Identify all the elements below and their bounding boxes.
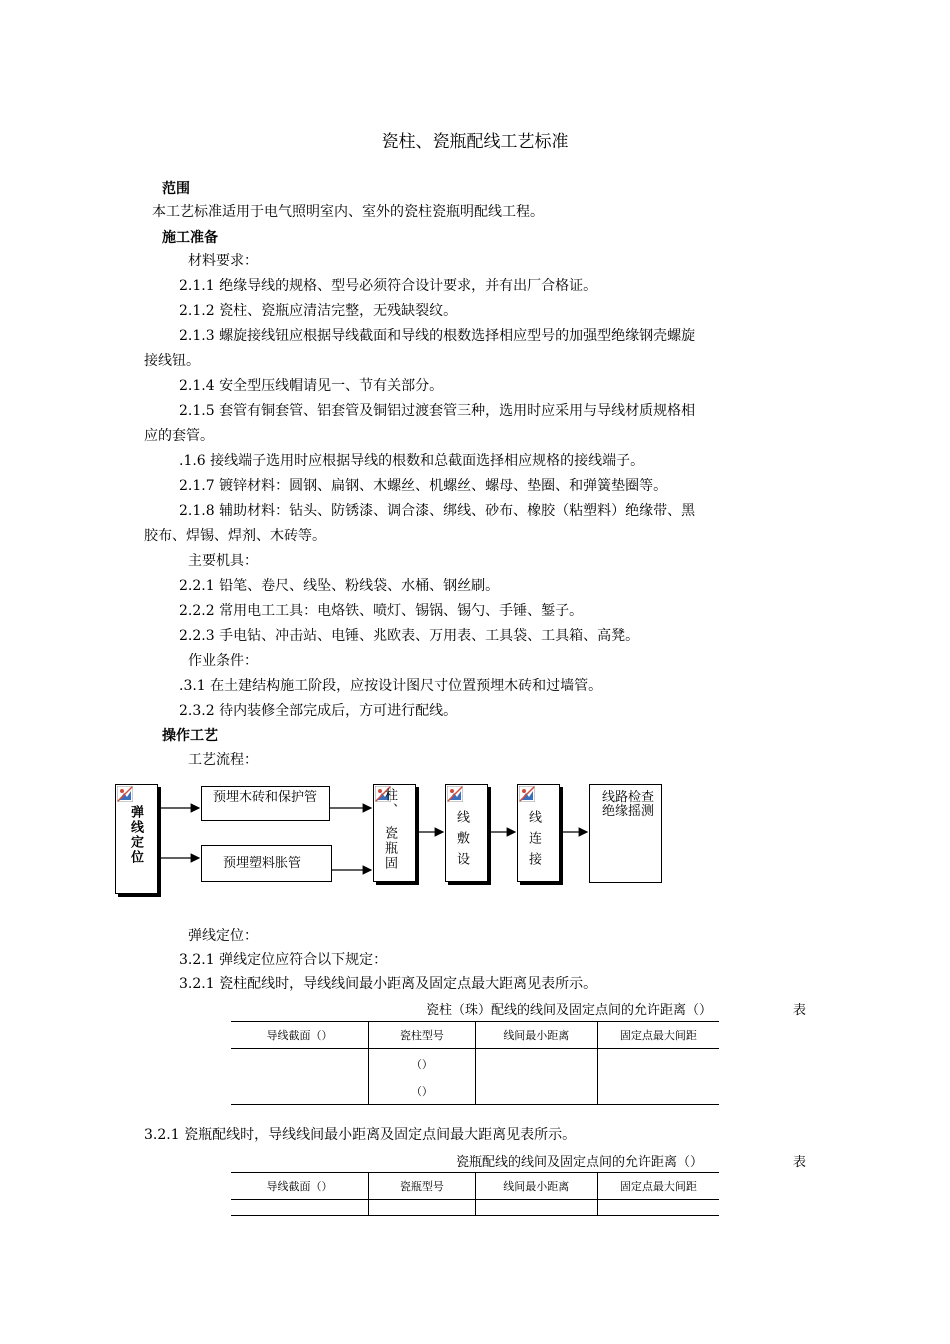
subheading-positioning: 弹线定位：	[188, 928, 258, 944]
table1-cell	[231, 1049, 368, 1105]
table2-header-cell: 瓷瓶型号	[369, 1173, 476, 1200]
table2-cell	[231, 1200, 369, 1216]
table2-header-cell: 固定点最大间距	[597, 1173, 719, 1200]
table2-cell	[369, 1200, 476, 1216]
item-2-3-1: .3.1 在土建结构施工阶段，应按设计图尺寸位置预埋木砖和过墙管。	[179, 678, 603, 694]
flow-box-lay-wire-label: 线敷设	[454, 810, 469, 873]
subheading-conditions: 作业条件：	[188, 653, 258, 669]
item-3-2-1-c: 3.2.1 瓷瓶配线时，导线线间最小距离及固定点间最大距离见表所示。	[144, 1127, 577, 1143]
table1-header-cell: 线间最小距离	[475, 1022, 597, 1049]
flow-box-fix-insulator-label-a: 柱、	[382, 788, 397, 818]
subheading-tools: 主要机具：	[188, 553, 258, 569]
section-heading-operation: 操作工艺	[162, 728, 218, 744]
broken-image-icon	[447, 786, 463, 802]
item-2-1-2: 2.1.2 瓷柱、瓷瓶应清洁完整，无残缺裂纹。	[179, 303, 458, 319]
flow-box-connect-wire-label: 线连接	[526, 810, 541, 873]
table2-header-cell: 导线截面（）	[231, 1173, 369, 1200]
item-2-1-3-line2: 接线钮。	[144, 353, 200, 369]
subheading-materials: 材料要求：	[188, 253, 258, 269]
section-heading-scope: 范围	[162, 181, 190, 197]
item-2-3-2: 2.3.2 待内装修全部完成后，方可进行配线。	[179, 703, 458, 719]
flow-box-snap-line-label: 弹线定位	[128, 805, 143, 865]
table1-header-cell: 导线截面（）	[231, 1022, 368, 1049]
item-2-2-1: 2.2.1 铅笔、卷尺、线坠、粉线袋、水桶、钢丝刷。	[179, 578, 500, 594]
item-2-1-3-line1: 2.1.3 螺旋接线钮应根据导线截面和导线的根数选择相应型号的加强型绝缘钢壳螺旋	[179, 328, 696, 344]
table-row	[231, 1200, 719, 1216]
broken-image-icon	[519, 786, 535, 802]
flow-box-embed-brick-label: 预埋木砖和保护管	[213, 790, 318, 805]
item-2-1-7: 2.1.7 镀锌材料：圆钢、扁钢、木螺丝、机螺丝、螺母、垫圈、和弹簧垫圈等。	[179, 478, 668, 494]
table1-cell	[475, 1049, 597, 1105]
item-2-1-4: 2.1.4 安全型压线帽请见一、节有关部分。	[179, 378, 444, 394]
paragraph-scope: 本工艺标准适用于电气照明室内、室外的瓷柱瓷瓶明配线工程。	[152, 204, 544, 220]
item-2-1-5-line1: 2.1.5 套管有铜套管、铝套管及铜铝过渡套管三种，选用时应采用与导线材质规格相	[179, 403, 696, 419]
item-2-2-2: 2.2.2 常用电工工具：电烙铁、喷灯、锡锅、锡勺、手锤、錾子。	[179, 603, 584, 619]
item-2-1-8-line2: 胶布、焊锡、焊剂、木砖等。	[144, 528, 326, 544]
item-2-1-8-line1: 2.1.8 辅助材料：钻头、防锈漆、调合漆、绑线、砂布、橡胶（粘塑料）绝缘带、黑	[179, 503, 696, 519]
table2-header-cell: 线间最小距离	[475, 1173, 597, 1200]
table2-cell	[475, 1200, 597, 1216]
flow-box-fix-insulator-label-b: 瓷瓶固	[382, 826, 397, 871]
flow-box-insulation-test-label: 线路检查绝缘摇测	[602, 790, 655, 819]
table2-tag: 表	[793, 1155, 807, 1170]
item-3-2-1-b: 3.2.1 瓷柱配线时，导线线间最小距离及固定点最大距离见表所示。	[179, 976, 598, 992]
table1-cell	[597, 1049, 719, 1105]
item-2-1-5-line2: 应的套管。	[144, 428, 214, 444]
table1	[231, 1021, 719, 1105]
table-row	[231, 1049, 719, 1078]
item-2-1-6: .1.6 接线端子选用时应根据导线的根数和总截面选择相应规格的接线端子。	[179, 453, 645, 469]
item-2-1-1: 2.1.1 绝缘导线的规格、型号必须符合设计要求，并有出厂合格证。	[179, 278, 598, 294]
table1-tag: 表	[793, 1003, 807, 1018]
flow-box-embed-plug-label: 预埋塑料胀管	[223, 856, 302, 871]
table2-header-row	[231, 1173, 719, 1200]
table1-caption: 瓷柱（珠）配线的线间及固定点间的允许距离（）	[426, 1003, 713, 1018]
table1-header-cell: 固定点最大间距	[597, 1022, 719, 1049]
section-heading-preparation: 施工准备	[162, 230, 218, 246]
table1-header-row	[231, 1022, 719, 1049]
table1-cell: （）	[368, 1049, 475, 1078]
subheading-flow: 工艺流程：	[188, 752, 258, 768]
item-2-2-3: 2.2.3 手电钻、冲击站、电锤、兆欧表、万用表、工具袋、工具箱、高凳。	[179, 628, 640, 644]
table2-caption: 瓷瓶配线的线间及固定点间的允许距离（）	[456, 1155, 704, 1170]
table2-cell	[597, 1200, 719, 1216]
table1-cell: （）	[368, 1077, 475, 1105]
page-title: 瓷柱、瓷瓶配线工艺标准	[381, 132, 569, 152]
broken-image-icon	[117, 786, 133, 802]
table1-header-cell: 瓷柱型号	[368, 1022, 475, 1049]
item-3-2-1-a: 3.2.1 弹线定位应符合以下规定：	[179, 952, 388, 968]
table2	[231, 1172, 719, 1216]
